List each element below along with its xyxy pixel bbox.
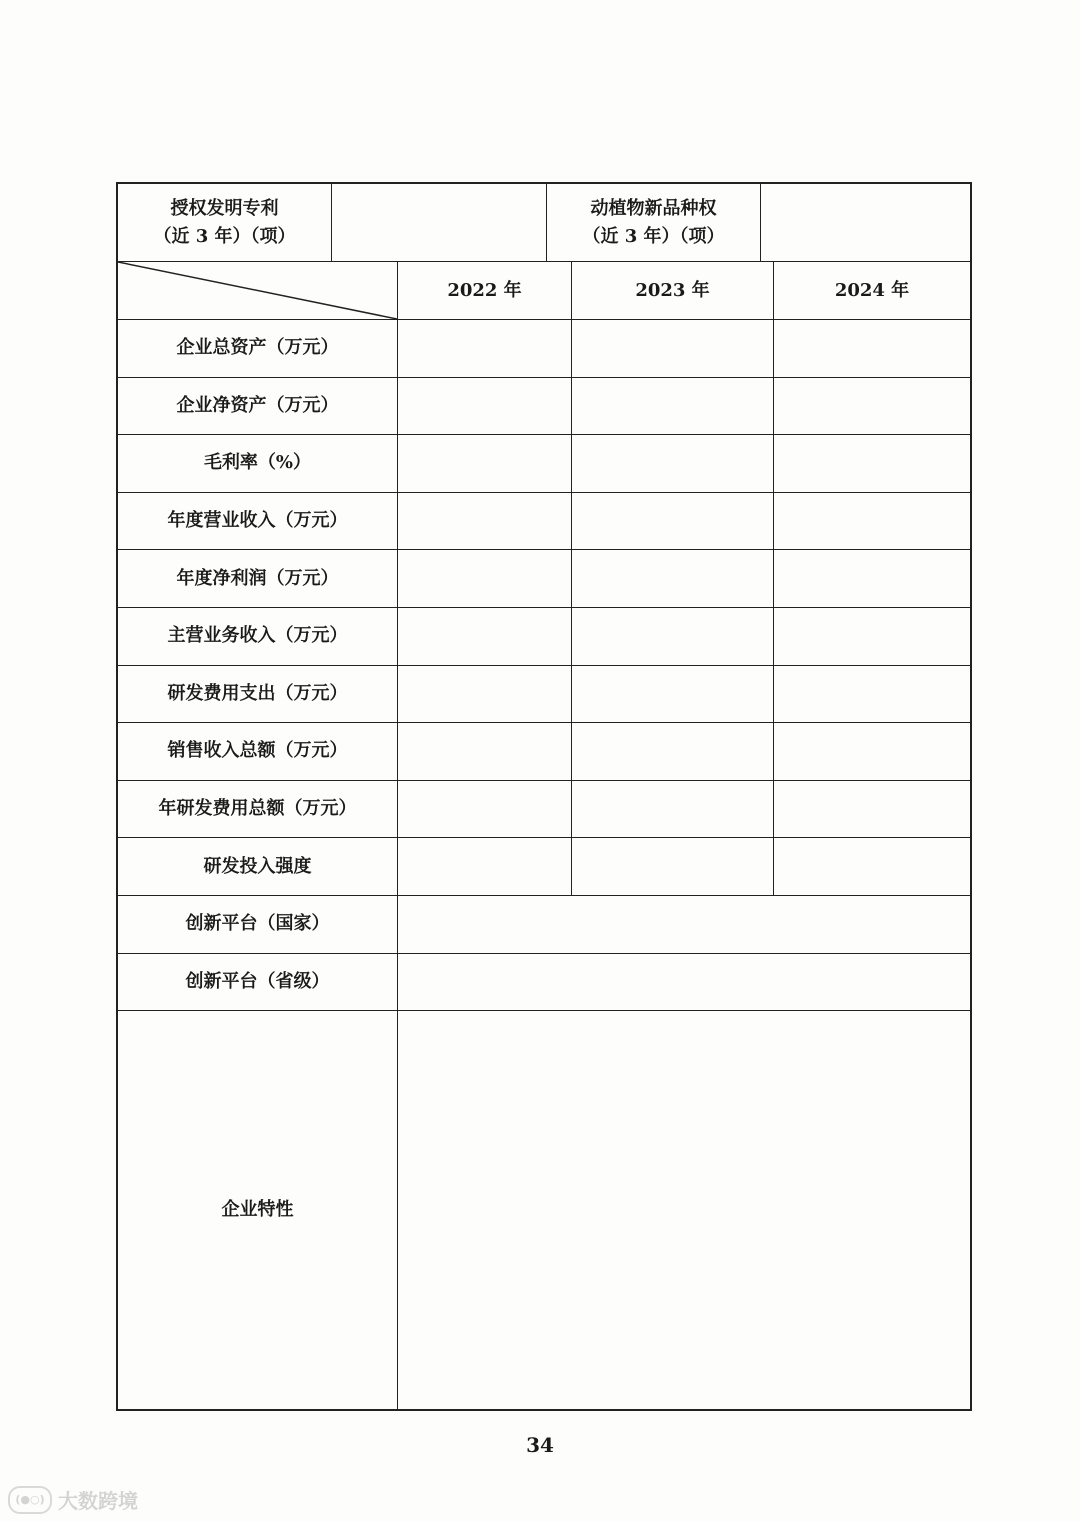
table-row	[118, 550, 970, 608]
value-cell-2022[interactable]	[398, 838, 572, 895]
diagonal-line	[118, 262, 397, 319]
table-row	[118, 608, 970, 666]
row-label: 企业净资产（万元）	[118, 378, 398, 435]
year-header-row	[118, 262, 970, 320]
watermark-logo-icon: (●○)	[8, 1486, 52, 1514]
enterprise-feature-row	[118, 1011, 970, 1409]
value-cell-2023[interactable]	[572, 666, 774, 723]
value-cell-2023[interactable]	[572, 723, 774, 780]
diagonal-header-cell	[118, 262, 398, 319]
platform-provincial-field[interactable]	[398, 954, 970, 1011]
value-cell-2024[interactable]	[774, 666, 970, 723]
value-cell-2022[interactable]	[398, 435, 572, 492]
value-cell-2022[interactable]	[398, 378, 572, 435]
value-cell-2024[interactable]	[774, 493, 970, 550]
patent-label-line1: 授权发明专利	[170, 197, 279, 219]
value-cell-2024[interactable]	[774, 838, 970, 895]
ip-row	[118, 184, 970, 262]
table-row	[118, 838, 970, 896]
patent-value-field[interactable]	[332, 184, 547, 261]
value-cell-2024[interactable]	[774, 608, 970, 665]
variety-label-line2: （近 3 年）（项）	[582, 225, 725, 247]
year-header-2022: 2022 年	[398, 262, 572, 319]
value-cell-2022[interactable]	[398, 781, 572, 838]
value-cell-2023[interactable]	[572, 493, 774, 550]
value-cell-2024[interactable]	[774, 781, 970, 838]
row-label: 研发投入强度	[118, 838, 398, 895]
page-number: 34	[526, 1433, 554, 1457]
enterprise-feature-label: 企业特性	[118, 1011, 398, 1409]
patent-label-line2: （近 3 年）（项）	[153, 225, 296, 247]
value-cell-2023[interactable]	[572, 550, 774, 607]
value-cell-2022[interactable]	[398, 666, 572, 723]
row-label: 年度净利润（万元）	[118, 550, 398, 607]
variety-value-field[interactable]	[761, 184, 970, 261]
row-label: 年研发费用总额（万元）	[118, 781, 398, 838]
variety-label	[547, 184, 761, 261]
value-cell-2024[interactable]	[774, 723, 970, 780]
value-cell-2024[interactable]	[774, 435, 970, 492]
table-row	[118, 320, 970, 378]
value-cell-2023[interactable]	[572, 435, 774, 492]
value-cell-2022[interactable]	[398, 723, 572, 780]
value-cell-2022[interactable]	[398, 320, 572, 377]
value-cell-2023[interactable]	[572, 378, 774, 435]
value-cell-2024[interactable]	[774, 320, 970, 377]
watermark	[8, 1485, 138, 1514]
platform-provincial-row	[118, 954, 970, 1012]
table-row	[118, 723, 970, 781]
enterprise-feature-field[interactable]	[398, 1011, 970, 1409]
table-row	[118, 781, 970, 839]
watermark-text: 大数跨境	[58, 1489, 138, 1513]
table-row	[118, 666, 970, 724]
value-cell-2023[interactable]	[572, 608, 774, 665]
year-header-2024: 2024 年	[834, 279, 910, 301]
table-row	[118, 435, 970, 493]
value-cell-2022[interactable]	[398, 608, 572, 665]
row-label: 研发费用支出（万元）	[118, 666, 398, 723]
patent-label	[118, 184, 332, 261]
value-cell-2023[interactable]	[572, 320, 774, 377]
row-label: 主营业务收入（万元）	[118, 608, 398, 665]
platform-national-field[interactable]	[398, 896, 970, 953]
value-cell-2022[interactable]	[398, 550, 572, 607]
variety-label-line1: 动植物新品种权	[590, 197, 717, 219]
value-cell-2022[interactable]	[398, 493, 572, 550]
platform-provincial-label: 创新平台（省级）	[118, 954, 398, 1011]
platform-national-row	[118, 896, 970, 954]
row-label: 企业总资产（万元）	[118, 320, 398, 377]
value-cell-2023[interactable]	[572, 838, 774, 895]
value-cell-2024[interactable]	[774, 550, 970, 607]
row-label: 毛利率（%）	[118, 435, 398, 492]
table-row	[118, 378, 970, 436]
value-cell-2023[interactable]	[572, 781, 774, 838]
year-header-2023: 2023 年	[572, 262, 774, 319]
table-row	[118, 493, 970, 551]
platform-national-label: 创新平台（国家）	[118, 896, 398, 953]
value-cell-2024[interactable]	[774, 378, 970, 435]
enterprise-info-table	[116, 182, 972, 1411]
row-label: 年度营业收入（万元）	[118, 493, 398, 550]
row-label: 销售收入总额（万元）	[118, 723, 398, 780]
